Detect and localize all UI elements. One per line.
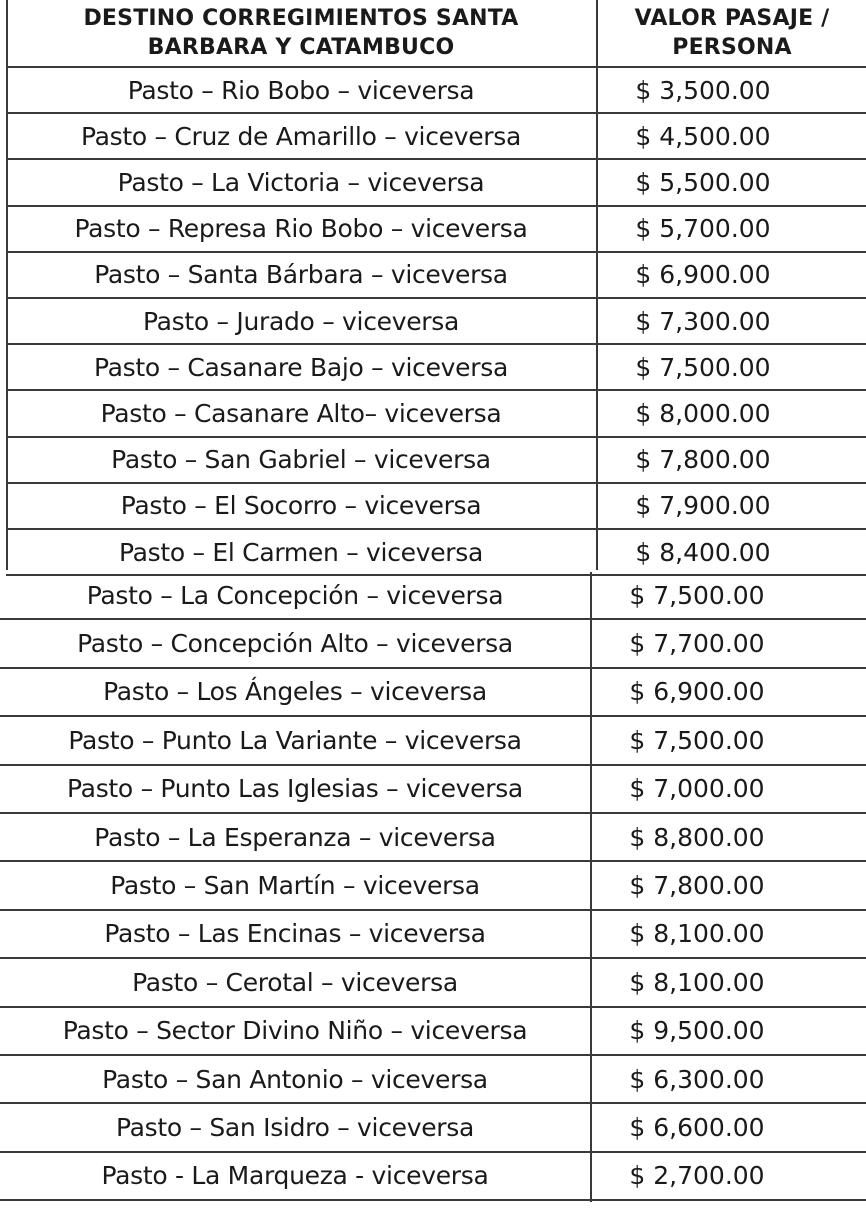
table-row bbox=[6, 160, 866, 206]
price-cell: $ 7,800.00 bbox=[635, 445, 771, 475]
header-destination-line2: BARBARA Y CATAMBUCO bbox=[147, 35, 455, 60]
header-price bbox=[598, 0, 866, 66]
table-row bbox=[0, 766, 866, 814]
price-cell: $ 5,700.00 bbox=[635, 214, 771, 244]
table-row bbox=[0, 1056, 866, 1104]
price-cell: $ 7,700.00 bbox=[629, 629, 765, 659]
destination-cell: Pasto – San Antonio – viceversa bbox=[102, 1064, 488, 1094]
header-price-line1: VALOR PASAJE / bbox=[634, 6, 830, 31]
price-cell: $ 6,900.00 bbox=[629, 677, 765, 707]
table-row bbox=[0, 862, 866, 910]
destination-cell: Pasto – Casanare Bajo – viceversa bbox=[93, 352, 508, 382]
table-row bbox=[6, 68, 866, 114]
table-row bbox=[0, 620, 866, 668]
fare-table-top bbox=[6, 0, 866, 570]
destination-cell: Pasto – Represa Rio Bobo – viceversa bbox=[74, 214, 528, 244]
table-row bbox=[6, 438, 866, 484]
price-cell: $ 8,000.00 bbox=[635, 398, 771, 428]
table-row bbox=[0, 1104, 866, 1152]
destination-cell: Pasto – Punto Las Iglesias – viceversa bbox=[67, 774, 523, 804]
price-cell: $ 3,500.00 bbox=[635, 75, 771, 105]
table-row bbox=[6, 345, 866, 391]
table-row bbox=[6, 299, 866, 345]
price-cell: $ 8,800.00 bbox=[629, 822, 765, 852]
price-cell: $ 7,900.00 bbox=[635, 491, 771, 521]
price-cell: $ 7,300.00 bbox=[635, 306, 771, 336]
table-row bbox=[0, 717, 866, 765]
destination-cell: Pasto – La Esperanza – viceversa bbox=[94, 822, 496, 852]
fare-table-bottom bbox=[0, 572, 866, 1202]
destination-cell: Pasto – La Victoria – viceversa bbox=[117, 167, 485, 197]
table-row bbox=[0, 669, 866, 717]
price-cell: $ 6,300.00 bbox=[629, 1064, 765, 1094]
table-row bbox=[0, 911, 866, 959]
table-row bbox=[0, 959, 866, 1007]
table-row bbox=[6, 253, 866, 299]
destination-cell: Pasto – Concepción Alto – viceversa bbox=[77, 629, 513, 659]
destination-cell: Pasto – Santa Bárbara – viceversa bbox=[94, 260, 508, 290]
destination-cell: Pasto – Rio Bobo – viceversa bbox=[127, 75, 475, 105]
header-destination bbox=[6, 0, 596, 66]
price-cell: $ 7,800.00 bbox=[629, 871, 765, 901]
header-row bbox=[6, 0, 866, 68]
price-cell: $ 7,000.00 bbox=[629, 774, 765, 804]
destination-cell: Pasto - La Marqueza - viceversa bbox=[101, 1161, 489, 1191]
price-cell: $ 8,100.00 bbox=[629, 967, 765, 997]
destination-cell: Pasto – San Martín – viceversa bbox=[110, 871, 480, 901]
table-row bbox=[6, 530, 866, 576]
table-row bbox=[6, 391, 866, 437]
price-cell: $ 8,400.00 bbox=[635, 537, 771, 567]
table-row bbox=[0, 1008, 866, 1056]
price-cell: $ 7,500.00 bbox=[635, 352, 771, 382]
price-cell: $ 7,500.00 bbox=[629, 580, 765, 610]
price-cell: $ 2,700.00 bbox=[629, 1161, 765, 1191]
destination-cell: Pasto – Punto La Variante – viceversa bbox=[68, 725, 522, 755]
table-row bbox=[6, 484, 866, 530]
table-row bbox=[0, 814, 866, 862]
destination-cell: Pasto – San Gabriel – viceversa bbox=[111, 445, 491, 475]
destination-cell: Pasto – Casanare Alto– viceversa bbox=[100, 398, 502, 428]
price-cell: $ 6,900.00 bbox=[635, 260, 771, 290]
header-destination-line1: DESTINO CORREGIMIENTOS SANTA bbox=[83, 6, 519, 31]
destination-cell: Pasto – Los Ángeles – viceversa bbox=[103, 677, 487, 707]
destination-cell: Pasto – Cerotal – viceversa bbox=[132, 967, 458, 997]
destination-cell: Pasto – San Isidro – viceversa bbox=[115, 1113, 475, 1143]
destination-cell: Pasto – Las Encinas – viceversa bbox=[104, 919, 486, 949]
price-cell: $ 7,500.00 bbox=[629, 725, 765, 755]
header-price-line2: PERSONA bbox=[672, 35, 792, 60]
table-row bbox=[0, 572, 866, 620]
price-cell: $ 6,600.00 bbox=[629, 1113, 765, 1143]
price-cell: $ 9,500.00 bbox=[629, 1016, 765, 1046]
destination-cell: Pasto – El Socorro – viceversa bbox=[120, 491, 482, 521]
destination-cell: Pasto – Jurado – viceversa bbox=[142, 306, 460, 336]
destination-cell: Pasto – La Concepción – viceversa bbox=[86, 580, 504, 610]
destination-cell: Pasto – Cruz de Amarillo – viceversa bbox=[80, 121, 522, 151]
price-cell: $ 5,500.00 bbox=[635, 167, 771, 197]
price-cell: $ 8,100.00 bbox=[629, 919, 765, 949]
table-row bbox=[6, 114, 866, 160]
table-row bbox=[6, 207, 866, 253]
table-row bbox=[0, 1153, 866, 1201]
destination-cell: Pasto – Sector Divino Niño – viceversa bbox=[62, 1016, 528, 1046]
destination-cell: Pasto – El Carmen – viceversa bbox=[118, 537, 484, 567]
price-cell: $ 4,500.00 bbox=[635, 121, 771, 151]
